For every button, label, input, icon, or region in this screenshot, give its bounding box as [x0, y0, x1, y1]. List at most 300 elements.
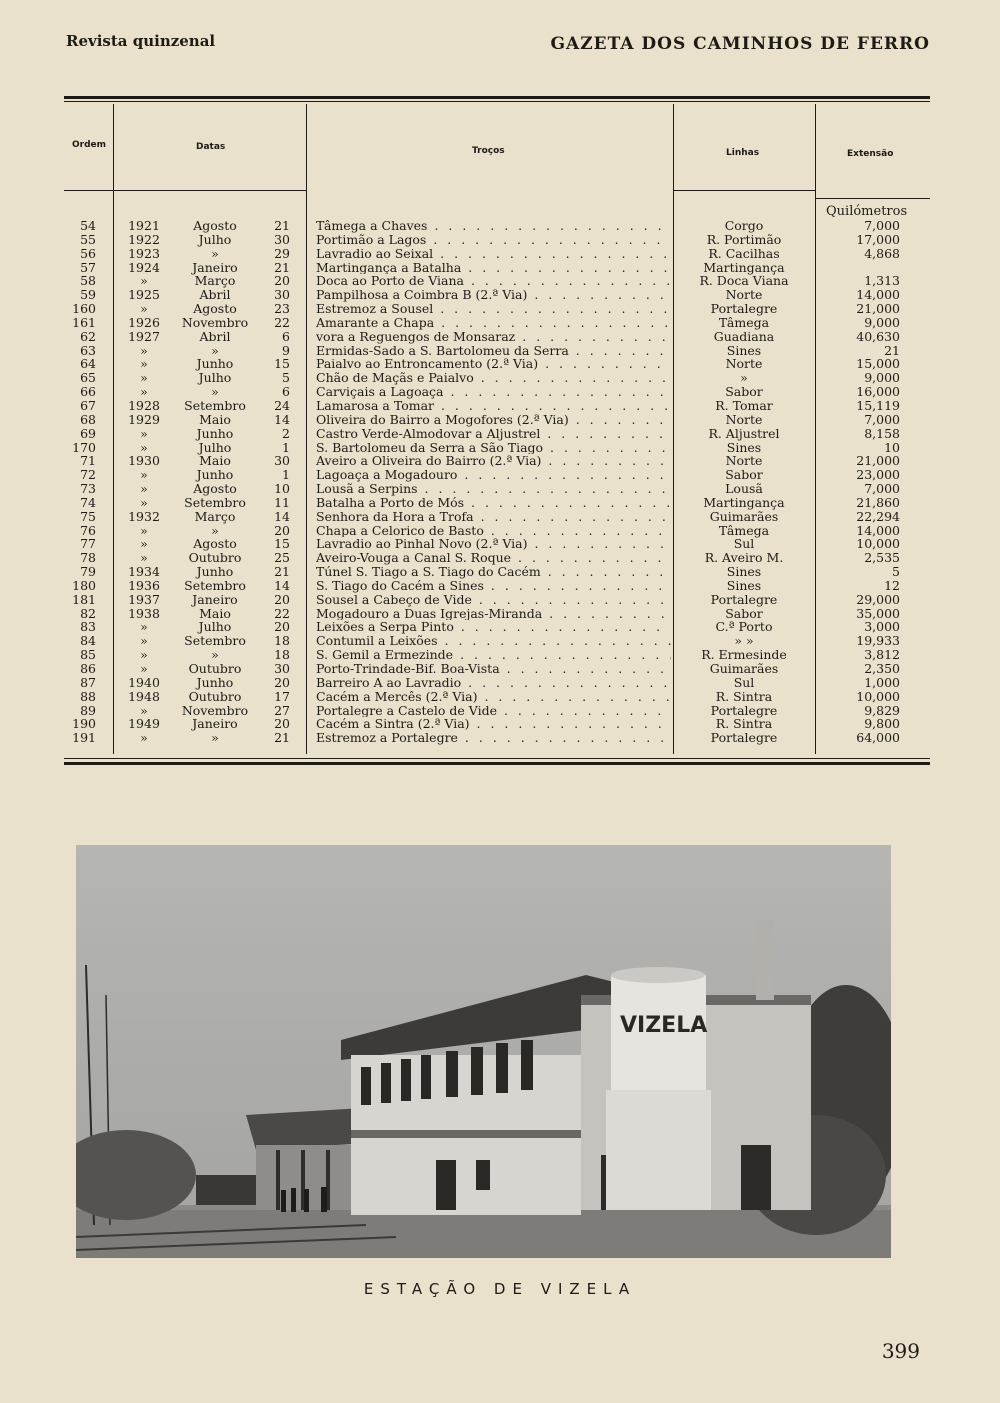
year-cell: 1934 — [128, 564, 160, 580]
section-cell: Contumil a Leixões . . . — [316, 634, 671, 648]
section-cell: Doca ao Porto de Viana . . . — [316, 274, 671, 288]
day-cell: 30 — [274, 661, 290, 676]
year-cell: 1928 — [128, 397, 160, 413]
table-row — [0, 302, 1000, 316]
unit-label: Quilómetros — [826, 204, 908, 219]
day-cell: 21 — [274, 259, 290, 275]
table-row — [0, 676, 1000, 690]
order-cell: 69 — [80, 425, 96, 441]
section-cell: Leixões a Serpa Pinto . . . — [316, 620, 671, 634]
order-cell: 71 — [80, 453, 96, 469]
line-cell: Portalegre — [710, 301, 778, 317]
line-cell: Norte — [725, 356, 763, 372]
length-cell: 3,812 — [864, 647, 900, 663]
table-row — [0, 357, 1000, 371]
length-cell: 10 — [884, 439, 900, 455]
month-cell: Junho — [196, 564, 234, 580]
order-cell: 87 — [80, 674, 96, 690]
order-cell: 89 — [80, 702, 96, 718]
section-cell: Aveiro a Oliveira do Bairro (2.ª Via) . . . — [316, 454, 671, 468]
year-cell: 1938 — [128, 605, 160, 621]
year-cell: » — [140, 384, 148, 400]
order-cell: 77 — [80, 536, 96, 552]
order-cell: 54 — [80, 218, 96, 233]
month-cell: » — [211, 522, 219, 538]
month-cell: Novembro — [181, 314, 249, 330]
line-cell: » — [740, 370, 748, 386]
month-cell: Outubro — [188, 661, 242, 676]
order-cell: 82 — [80, 605, 96, 621]
section-cell: Portimão a Lagos . . . — [316, 233, 671, 247]
table-row — [0, 496, 1000, 510]
month-cell: » — [211, 647, 219, 663]
section-cell: S. Bartolomeu da Serra a São Tiago . . . — [316, 441, 671, 455]
year-cell: 1936 — [128, 577, 160, 593]
tower-sign-text: VIZELA — [620, 1013, 708, 1038]
length-cell: 2,535 — [864, 550, 900, 566]
table-row — [0, 413, 1000, 427]
order-cell: 85 — [80, 647, 96, 663]
table-row — [0, 524, 1000, 538]
length-cell: 16,000 — [856, 384, 900, 400]
month-cell: Julho — [198, 619, 232, 635]
col-header-extensao: Extensão — [847, 149, 894, 159]
day-cell: 14 — [274, 411, 290, 427]
year-cell: » — [140, 467, 148, 483]
day-cell: 1 — [282, 439, 290, 455]
year-cell: 1940 — [128, 674, 160, 690]
order-cell: 170 — [72, 439, 96, 455]
day-cell: 17 — [274, 688, 290, 704]
line-cell: Portalegre — [710, 591, 778, 607]
order-cell: 59 — [80, 287, 96, 303]
line-cell: » » — [734, 633, 754, 649]
section-cell: Oliveira do Bairro a Mogofores (2.ª Via) . . . — [316, 413, 671, 427]
order-cell: 62 — [80, 328, 96, 344]
table-row — [0, 316, 1000, 330]
month-cell: Junho — [196, 467, 234, 483]
year-cell: » — [140, 425, 148, 441]
year-cell: 1929 — [128, 411, 160, 427]
table-row — [0, 662, 1000, 676]
order-cell: 75 — [80, 508, 96, 524]
line-cell: Lousã — [725, 481, 763, 497]
order-cell: 74 — [80, 494, 96, 510]
day-cell: 20 — [274, 619, 290, 635]
section-cell: Martingança a Batalha . . . — [316, 261, 671, 275]
section-cell: Sousel a Cabeço de Vide . . . — [316, 593, 671, 607]
length-cell: 21,000 — [856, 453, 900, 469]
day-cell: 1 — [282, 467, 290, 483]
month-cell: Setembro — [184, 397, 246, 413]
length-cell: 21,860 — [856, 494, 900, 510]
year-cell: 1921 — [128, 218, 160, 233]
line-cell: Tâmega — [718, 314, 770, 330]
year-cell: » — [140, 619, 148, 635]
table-row — [0, 537, 1000, 551]
line-cell: Norte — [725, 287, 763, 303]
order-cell: 83 — [80, 619, 96, 635]
col-header-ordem: Ordem — [72, 140, 107, 150]
month-cell: Junho — [196, 425, 234, 441]
length-cell: 19,933 — [856, 633, 900, 649]
month-cell: Outubro — [188, 550, 242, 566]
section-cell: Lagoaça a Mogadouro . . . — [316, 468, 671, 482]
section-cell: Cacém a Sintra (2.ª Via) . . . — [316, 717, 671, 731]
section-cell: Portalegre a Castelo de Vide . . . — [316, 704, 671, 718]
length-cell: 7,000 — [864, 411, 900, 427]
table-row — [0, 261, 1000, 275]
photo-caption: ESTAÇÃO DE VIZELA — [363, 1280, 637, 1298]
table-row — [0, 579, 1000, 593]
length-cell: 64,000 — [856, 730, 900, 746]
length-cell: 1,000 — [864, 674, 900, 690]
table-row — [0, 468, 1000, 482]
section-cell: Ermidas-Sado a S. Bartolomeu da Serra . . . — [316, 344, 671, 358]
order-cell: 55 — [80, 231, 96, 247]
line-cell: Sul — [733, 536, 755, 552]
line-cell: Sabor — [725, 605, 763, 621]
section-cell: Túnel S. Tiago a S. Tiago do Cacém . . . — [316, 565, 671, 579]
day-cell: 20 — [274, 716, 290, 732]
year-cell: 1930 — [128, 453, 160, 469]
length-cell: 3,000 — [864, 619, 900, 635]
day-cell: 24 — [274, 397, 290, 413]
year-cell: » — [140, 522, 148, 538]
month-cell: » — [211, 342, 219, 358]
section-cell: Senhora da Hora a Trofa . . . — [316, 510, 671, 524]
day-cell: 14 — [274, 508, 290, 524]
section-cell: Lamarosa a Tomar . . . — [316, 399, 671, 413]
table-top-rule-thin — [64, 101, 930, 102]
month-cell: Março — [194, 273, 236, 289]
section-cell: S. Tiago do Cacém a Sines . . . — [316, 579, 671, 593]
day-cell: 11 — [274, 494, 290, 510]
day-cell: 20 — [274, 674, 290, 690]
order-cell: 67 — [80, 397, 96, 413]
section-cell: Carviçais a Lagoaça . . . — [316, 385, 671, 399]
section-cell: Lousã a Serpins . . . — [316, 482, 671, 496]
day-cell: 20 — [274, 522, 290, 538]
length-cell: 35,000 — [856, 605, 900, 621]
line-cell: Sines — [726, 342, 762, 358]
length-cell: 14,000 — [856, 287, 900, 303]
section-cell: Paialvo ao Entroncamento (2.ª Via) . . . — [316, 357, 671, 371]
order-cell: 76 — [80, 522, 96, 538]
table-row — [0, 385, 1000, 399]
section-cell: Chão de Maçãs e Paialvo . . . — [316, 371, 671, 385]
section-cell: S. Gemil a Ermezinde . . . — [316, 648, 671, 662]
day-cell: 27 — [274, 702, 290, 718]
line-cell: R. Ermesinde — [701, 647, 787, 663]
section-cell: Batalha a Porto de Mós . . . — [316, 496, 671, 510]
line-cell: Guadiana — [713, 328, 775, 344]
day-cell: 20 — [274, 273, 290, 289]
order-cell: 66 — [80, 384, 96, 400]
section-cell: Castro Verde-Almodovar a Aljustrel . . . — [316, 427, 671, 441]
month-cell: » — [211, 730, 219, 746]
year-cell: » — [140, 661, 148, 676]
length-cell: 9,000 — [864, 314, 900, 330]
line-cell: Portalegre — [710, 702, 778, 718]
length-cell: 1,313 — [864, 273, 900, 289]
order-cell: 72 — [80, 467, 96, 483]
length-cell: 17,000 — [856, 231, 900, 247]
section-cell: Lavradio ao Pinhal Novo (2.ª Via) . . . — [316, 537, 671, 551]
line-cell: R. Portimão — [706, 231, 782, 247]
line-cell: C.ª Porto — [715, 619, 773, 635]
table-row — [0, 607, 1000, 621]
order-cell: 86 — [80, 661, 96, 676]
day-cell: 22 — [274, 605, 290, 621]
day-cell: 21 — [274, 730, 290, 746]
table-row — [0, 247, 1000, 261]
month-cell: » — [211, 384, 219, 400]
length-cell: 21 — [884, 342, 900, 358]
order-cell: 56 — [80, 245, 96, 261]
table-row — [0, 371, 1000, 385]
section-cell: Aveiro-Vouga a Canal S. Roque . . . — [316, 551, 671, 565]
month-cell: Novembro — [181, 702, 249, 718]
day-cell: 30 — [274, 231, 290, 247]
section-cell: Estremoz a Sousel . . . — [316, 302, 671, 316]
section-cell: Chapa a Celorico de Basto . . . — [316, 524, 671, 538]
order-cell: 181 — [72, 591, 96, 607]
line-cell: Sabor — [725, 467, 763, 483]
length-cell: 12 — [884, 577, 900, 593]
line-cell: Sines — [726, 577, 762, 593]
day-cell: 21 — [274, 218, 290, 233]
length-cell: 8,158 — [864, 425, 900, 441]
day-cell: 18 — [274, 633, 290, 649]
table-row — [0, 233, 1000, 247]
order-cell: 191 — [72, 730, 96, 746]
day-cell: 23 — [274, 301, 290, 317]
page-number: 399 — [881, 1339, 920, 1363]
day-cell: 22 — [274, 314, 290, 330]
table-row — [0, 648, 1000, 662]
order-cell: 88 — [80, 688, 96, 704]
section-cell: Amarante a Chapa . . . — [316, 316, 671, 330]
month-cell: Junho — [196, 356, 234, 372]
table-row — [0, 620, 1000, 634]
order-cell: 63 — [80, 342, 96, 358]
length-cell: 9,000 — [864, 370, 900, 386]
year-cell: 1922 — [128, 231, 160, 247]
month-cell: Julho — [198, 231, 232, 247]
year-cell: 1924 — [128, 259, 160, 275]
order-cell: 160 — [72, 301, 96, 317]
year-cell: » — [140, 550, 148, 566]
line-cell: R. Cacilhas — [708, 245, 780, 261]
year-cell: 1949 — [128, 716, 160, 732]
section-cell: Porto-Trindade-Bif. Boa-Vista . . . — [316, 662, 671, 676]
month-cell: Março — [194, 508, 236, 524]
table-row — [0, 274, 1000, 288]
year-cell: » — [140, 702, 148, 718]
month-cell: Maio — [199, 605, 231, 621]
line-cell: Sines — [726, 564, 762, 580]
order-cell: 58 — [80, 273, 96, 289]
day-cell: 5 — [282, 370, 290, 386]
month-cell: Agosto — [193, 536, 237, 552]
line-cell: R. Sintra — [715, 688, 773, 704]
length-cell: 7,000 — [864, 481, 900, 497]
table-row — [0, 634, 1000, 648]
line-cell: Tâmega — [718, 522, 770, 538]
table-top-rule — [64, 96, 930, 99]
month-cell: Janeiro — [192, 259, 238, 275]
length-cell: 10,000 — [856, 536, 900, 552]
order-cell: 84 — [80, 633, 96, 649]
order-cell: 64 — [80, 356, 96, 372]
year-cell: » — [140, 370, 148, 386]
length-cell: 15,000 — [856, 356, 900, 372]
year-cell: 1923 — [128, 245, 160, 261]
section-cell: Tâmega a Chaves . . . — [316, 219, 671, 233]
day-cell: 30 — [274, 287, 290, 303]
line-cell: Portalegre — [710, 730, 778, 746]
section-cell: Barreiro A ao Lavradio . . . — [316, 676, 671, 690]
order-cell: 68 — [80, 411, 96, 427]
line-cell: Guimarães — [709, 661, 779, 676]
order-cell: 190 — [72, 716, 96, 732]
order-cell: 65 — [80, 370, 96, 386]
table-row — [0, 551, 1000, 565]
month-cell: Maio — [199, 453, 231, 469]
length-cell: 9,829 — [864, 702, 900, 718]
order-cell: 161 — [72, 314, 96, 330]
year-cell: » — [140, 342, 148, 358]
month-cell: Outubro — [188, 688, 242, 704]
year-cell: » — [140, 730, 148, 746]
section-cell: Lavradio ao Seixal . . . — [316, 247, 671, 261]
table-row — [0, 565, 1000, 579]
day-cell: 9 — [282, 342, 290, 358]
table-row — [0, 399, 1000, 413]
table-row — [0, 330, 1000, 344]
table-row — [0, 344, 1000, 358]
station-photo-image — [76, 845, 891, 1258]
table-row — [0, 731, 1000, 745]
year-cell: » — [140, 301, 148, 317]
table-row — [0, 441, 1000, 455]
table-row — [0, 219, 1000, 233]
table-bottom-rule — [64, 758, 930, 759]
section-cell: Mogadouro a Duas Igrejas-Miranda . . . — [316, 607, 671, 621]
line-cell: Corgo — [724, 218, 764, 233]
section-cell: Estremoz a Portalegre . . . — [316, 731, 671, 745]
station-photo — [76, 845, 891, 1258]
header-underline — [64, 190, 113, 191]
line-cell: R. Aveiro M. — [704, 550, 784, 566]
header-underline — [673, 190, 815, 191]
month-cell: Agosto — [193, 218, 237, 233]
order-cell: 79 — [80, 564, 96, 580]
year-cell: » — [140, 481, 148, 497]
col-header-datas: Datas — [196, 142, 226, 152]
running-header-left: Revista quinzenal — [66, 32, 216, 50]
day-cell: 30 — [274, 453, 290, 469]
table-row — [0, 482, 1000, 496]
day-cell: 15 — [274, 536, 290, 552]
length-cell: 40,630 — [856, 328, 900, 344]
month-cell: Julho — [198, 370, 232, 386]
day-cell: 2 — [282, 425, 290, 441]
length-cell: 23,000 — [856, 467, 900, 483]
table-row — [0, 593, 1000, 607]
month-cell: Setembro — [184, 494, 246, 510]
length-cell: 29,000 — [856, 591, 900, 607]
table-row — [0, 288, 1000, 302]
length-cell: 4,868 — [864, 245, 900, 261]
line-cell: Martingança — [703, 494, 785, 510]
order-cell: 57 — [80, 259, 96, 275]
table-body — [0, 219, 1000, 745]
length-cell: 7,000 — [864, 218, 900, 233]
month-cell: Junho — [196, 674, 234, 690]
line-cell: Norte — [725, 453, 763, 469]
month-cell: Agosto — [193, 301, 237, 317]
year-cell: 1926 — [128, 314, 160, 330]
month-cell: Julho — [198, 439, 232, 455]
length-cell: 14,000 — [856, 522, 900, 538]
line-cell: Sines — [726, 439, 762, 455]
day-cell: 10 — [274, 481, 290, 497]
day-cell: 18 — [274, 647, 290, 663]
length-cell: 2,350 — [864, 661, 900, 676]
table-row — [0, 510, 1000, 524]
length-cell: 22,294 — [856, 508, 900, 524]
line-cell: R. Sintra — [715, 716, 773, 732]
header-underline — [113, 190, 306, 191]
line-cell: Sabor — [725, 384, 763, 400]
line-cell: R. Doca Viana — [699, 273, 789, 289]
month-cell: Janeiro — [192, 591, 238, 607]
year-cell: » — [140, 647, 148, 663]
year-cell: » — [140, 494, 148, 510]
year-cell: » — [140, 356, 148, 372]
month-cell: Abril — [199, 328, 231, 344]
year-cell: 1937 — [128, 591, 160, 607]
length-cell: 10,000 — [856, 688, 900, 704]
col-header-trocos: Troços — [472, 146, 505, 156]
day-cell: 25 — [274, 550, 290, 566]
year-cell: » — [140, 273, 148, 289]
section-cell: Cacém a Mercês (2.ª Via) . . . — [316, 690, 671, 704]
table-row — [0, 704, 1000, 718]
running-header-right: GAZETA DOS CAMINHOS DE FERRO — [550, 34, 930, 54]
month-cell: Maio — [199, 411, 231, 427]
length-cell: 21,000 — [856, 301, 900, 317]
year-cell: 1927 — [128, 328, 160, 344]
line-cell: R. Aljustrel — [708, 425, 780, 441]
section-cell: vora a Reguengos de Monsaraz . . . — [316, 330, 671, 344]
month-cell: Setembro — [184, 633, 246, 649]
table-row — [0, 717, 1000, 731]
month-cell: Setembro — [184, 577, 246, 593]
line-cell: R. Tomar — [715, 397, 773, 413]
month-cell: Abril — [199, 287, 231, 303]
month-cell: Agosto — [193, 481, 237, 497]
year-cell: » — [140, 633, 148, 649]
day-cell: 6 — [282, 328, 290, 344]
order-cell: 180 — [72, 577, 96, 593]
order-cell: 73 — [80, 481, 96, 497]
length-cell: 9,800 — [864, 716, 900, 732]
year-cell: 1932 — [128, 508, 160, 524]
line-cell: Norte — [725, 411, 763, 427]
